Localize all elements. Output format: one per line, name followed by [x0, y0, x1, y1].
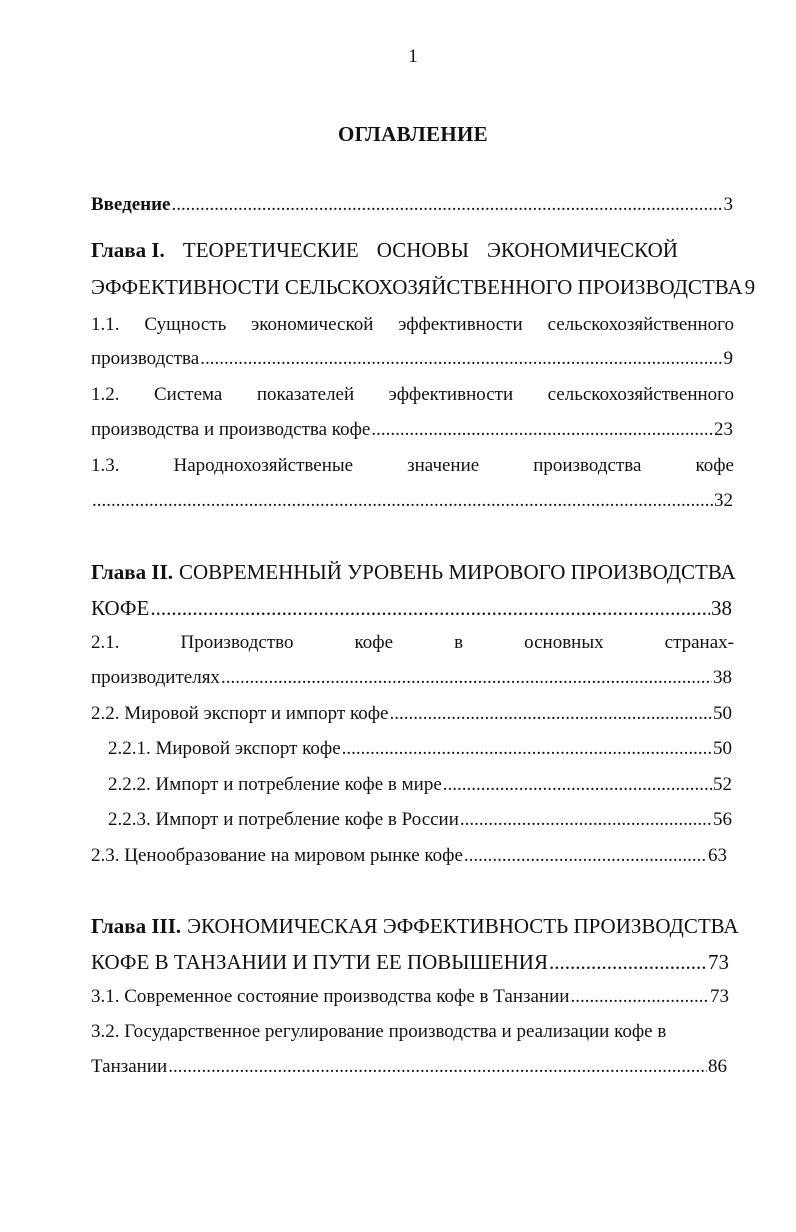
heading-word: ТЕОРЕТИЧЕСКИЕ — [182, 238, 359, 262]
section-text: производителях — [91, 667, 220, 688]
heading-text: ЭФФЕКТИВНОСТИ СЕЛЬСКОХОЗЯЙСТВЕННОГО ПРОИЗВОДСТВА — [91, 275, 743, 299]
heading-text: КОФЕ — [91, 596, 150, 620]
toc-page-number: 52 — [713, 774, 732, 795]
section-word: производства — [533, 455, 642, 476]
toc-page-number: 56 — [713, 809, 732, 830]
toc-chapter-3-line2[interactable] — [91, 950, 729, 975]
section-word: основных — [524, 632, 604, 653]
toc-entry-intro[interactable] — [91, 194, 733, 216]
heading-word: ЭКОНОМИЧЕСКОЙ — [486, 238, 678, 262]
toc-page-number: 32 — [714, 490, 733, 511]
section-word: Производство — [180, 632, 294, 653]
toc-section-2-2[interactable] — [91, 703, 732, 725]
toc-section-1-2[interactable] — [91, 384, 734, 406]
heading-word: ОСНОВЫ — [376, 238, 469, 262]
toc-page-number: 38 — [711, 596, 732, 620]
dot-leader — [200, 348, 722, 370]
toc-section-1-2-line2[interactable] — [91, 419, 733, 441]
toc-chapter-2-line2[interactable] — [91, 596, 732, 621]
toc-chapter-1-heading[interactable] — [91, 238, 678, 263]
heading-text: КОФЕ В ТАНЗАНИИ И ПУТИ ЕЕ ПОВЫШЕНИЯ — [91, 950, 548, 974]
toc-page-number: 73 — [710, 986, 729, 1007]
toc-page-number: 50 — [713, 738, 732, 759]
toc-chapter-1-line2[interactable] — [91, 275, 756, 300]
dot-leader — [168, 1056, 707, 1078]
page-number: 1 — [408, 46, 418, 67]
dot-leader — [150, 596, 710, 621]
toc-page-number: 86 — [708, 1056, 727, 1077]
section-word: значение — [407, 455, 480, 476]
section-word: Народнохозяйственые — [173, 455, 354, 476]
section-word: кофе — [695, 455, 734, 476]
toc-chapter-3-heading[interactable] — [91, 914, 739, 939]
dot-leader — [464, 845, 707, 867]
toc-section-3-2-line2[interactable] — [91, 1056, 727, 1078]
section-word: 1.2. — [91, 384, 120, 405]
section-word: эффективности — [388, 384, 514, 405]
section-word: 2.1. — [91, 632, 120, 653]
dot-leader — [371, 419, 713, 441]
section-word: в — [454, 632, 464, 653]
toc-page-number: 63 — [708, 845, 727, 866]
dot-leader — [570, 986, 709, 1008]
toc-section-1-3[interactable] — [91, 455, 734, 477]
section-word: 1.3. — [91, 455, 120, 476]
toc-section-2-2-3[interactable] — [108, 809, 732, 831]
section-text: 2.2.2. Импорт и потребление кофе в мире — [108, 774, 442, 795]
section-text: Танзании — [91, 1056, 168, 1077]
toc-page-number: 23 — [714, 419, 733, 440]
toc-page-number: 3 — [723, 194, 733, 215]
section-text: 3.2. Государственное регулирование производства и реализации кофе в — [91, 1021, 667, 1042]
toc-section-1-1-line2[interactable] — [91, 348, 733, 370]
section-text: 3.1. Современное состояние производства кофе в Танзании — [91, 986, 570, 1007]
toc-chapter-2-heading[interactable] — [91, 560, 736, 585]
section-text: 2.2.1. Мировой экспорт кофе — [108, 738, 341, 759]
section-word: Система — [154, 384, 223, 405]
section-text: 2.2.3. Импорт и потребление кофе в России — [108, 809, 459, 830]
toc-section-2-2-1[interactable] — [108, 738, 732, 760]
heading-text: ЭКОНОМИЧЕСКАЯ ЭФФЕКТИВНОСТЬ ПРОИЗВОДСТВА — [187, 914, 739, 938]
dot-leader — [389, 703, 712, 725]
toc-section-2-1[interactable] — [91, 632, 734, 654]
toc-section-3-1[interactable] — [91, 986, 729, 1008]
dot-leader — [460, 809, 712, 831]
toc-section-2-3[interactable] — [91, 845, 727, 867]
section-text: производства — [91, 348, 200, 369]
section-word: показателей — [256, 384, 355, 405]
chapter-label: Глава I. — [91, 238, 165, 262]
section-word: сельскохозяйственного — [547, 384, 734, 405]
dot-leader — [342, 738, 712, 760]
section-word: Сущность — [144, 314, 227, 335]
section-text: 2.3. Ценообразование на мировом рынке кофе — [91, 845, 463, 866]
heading-text: СОВРЕМЕННЫЙ УРОВЕНЬ МИРОВОГО ПРОИЗВОДСТВА — [178, 560, 736, 584]
dot-leader — [221, 667, 712, 689]
toc-section-1-3-line2[interactable] — [91, 490, 733, 512]
section-text: 2.2. Мировой экспорт и импорт кофе — [91, 703, 389, 724]
toc-section-1-1[interactable] — [91, 314, 734, 336]
toc-section-3-2[interactable] — [91, 1021, 666, 1043]
toc-page-number: 9 — [723, 348, 733, 369]
section-word: странах- — [664, 632, 734, 653]
section-word: сельскохозяйственного — [547, 314, 734, 335]
page-title: ОГЛАВЛЕНИЕ — [338, 122, 488, 146]
section-word: эффективности — [398, 314, 523, 335]
chapter-label: Глава II. — [91, 560, 173, 584]
chapter-label: Глава III. — [91, 914, 182, 938]
toc-page-number: 9 — [744, 275, 756, 299]
toc-page-number: 50 — [713, 703, 732, 724]
dot-leader — [443, 774, 712, 796]
section-word: экономической — [251, 314, 374, 335]
section-word: 1.1. — [91, 314, 120, 335]
dot-leader — [549, 950, 707, 975]
dot-leader — [172, 194, 723, 216]
section-text: производства и производства кофе — [91, 419, 371, 440]
dot-leader — [92, 490, 713, 512]
toc-page-number: 73 — [708, 950, 729, 974]
toc-section-2-2-2[interactable] — [108, 774, 732, 796]
toc-intro-label: Введение — [91, 194, 171, 215]
toc-section-2-1-line2[interactable] — [91, 667, 732, 689]
toc-page-number: 38 — [713, 667, 732, 688]
section-word: кофе — [354, 632, 394, 653]
